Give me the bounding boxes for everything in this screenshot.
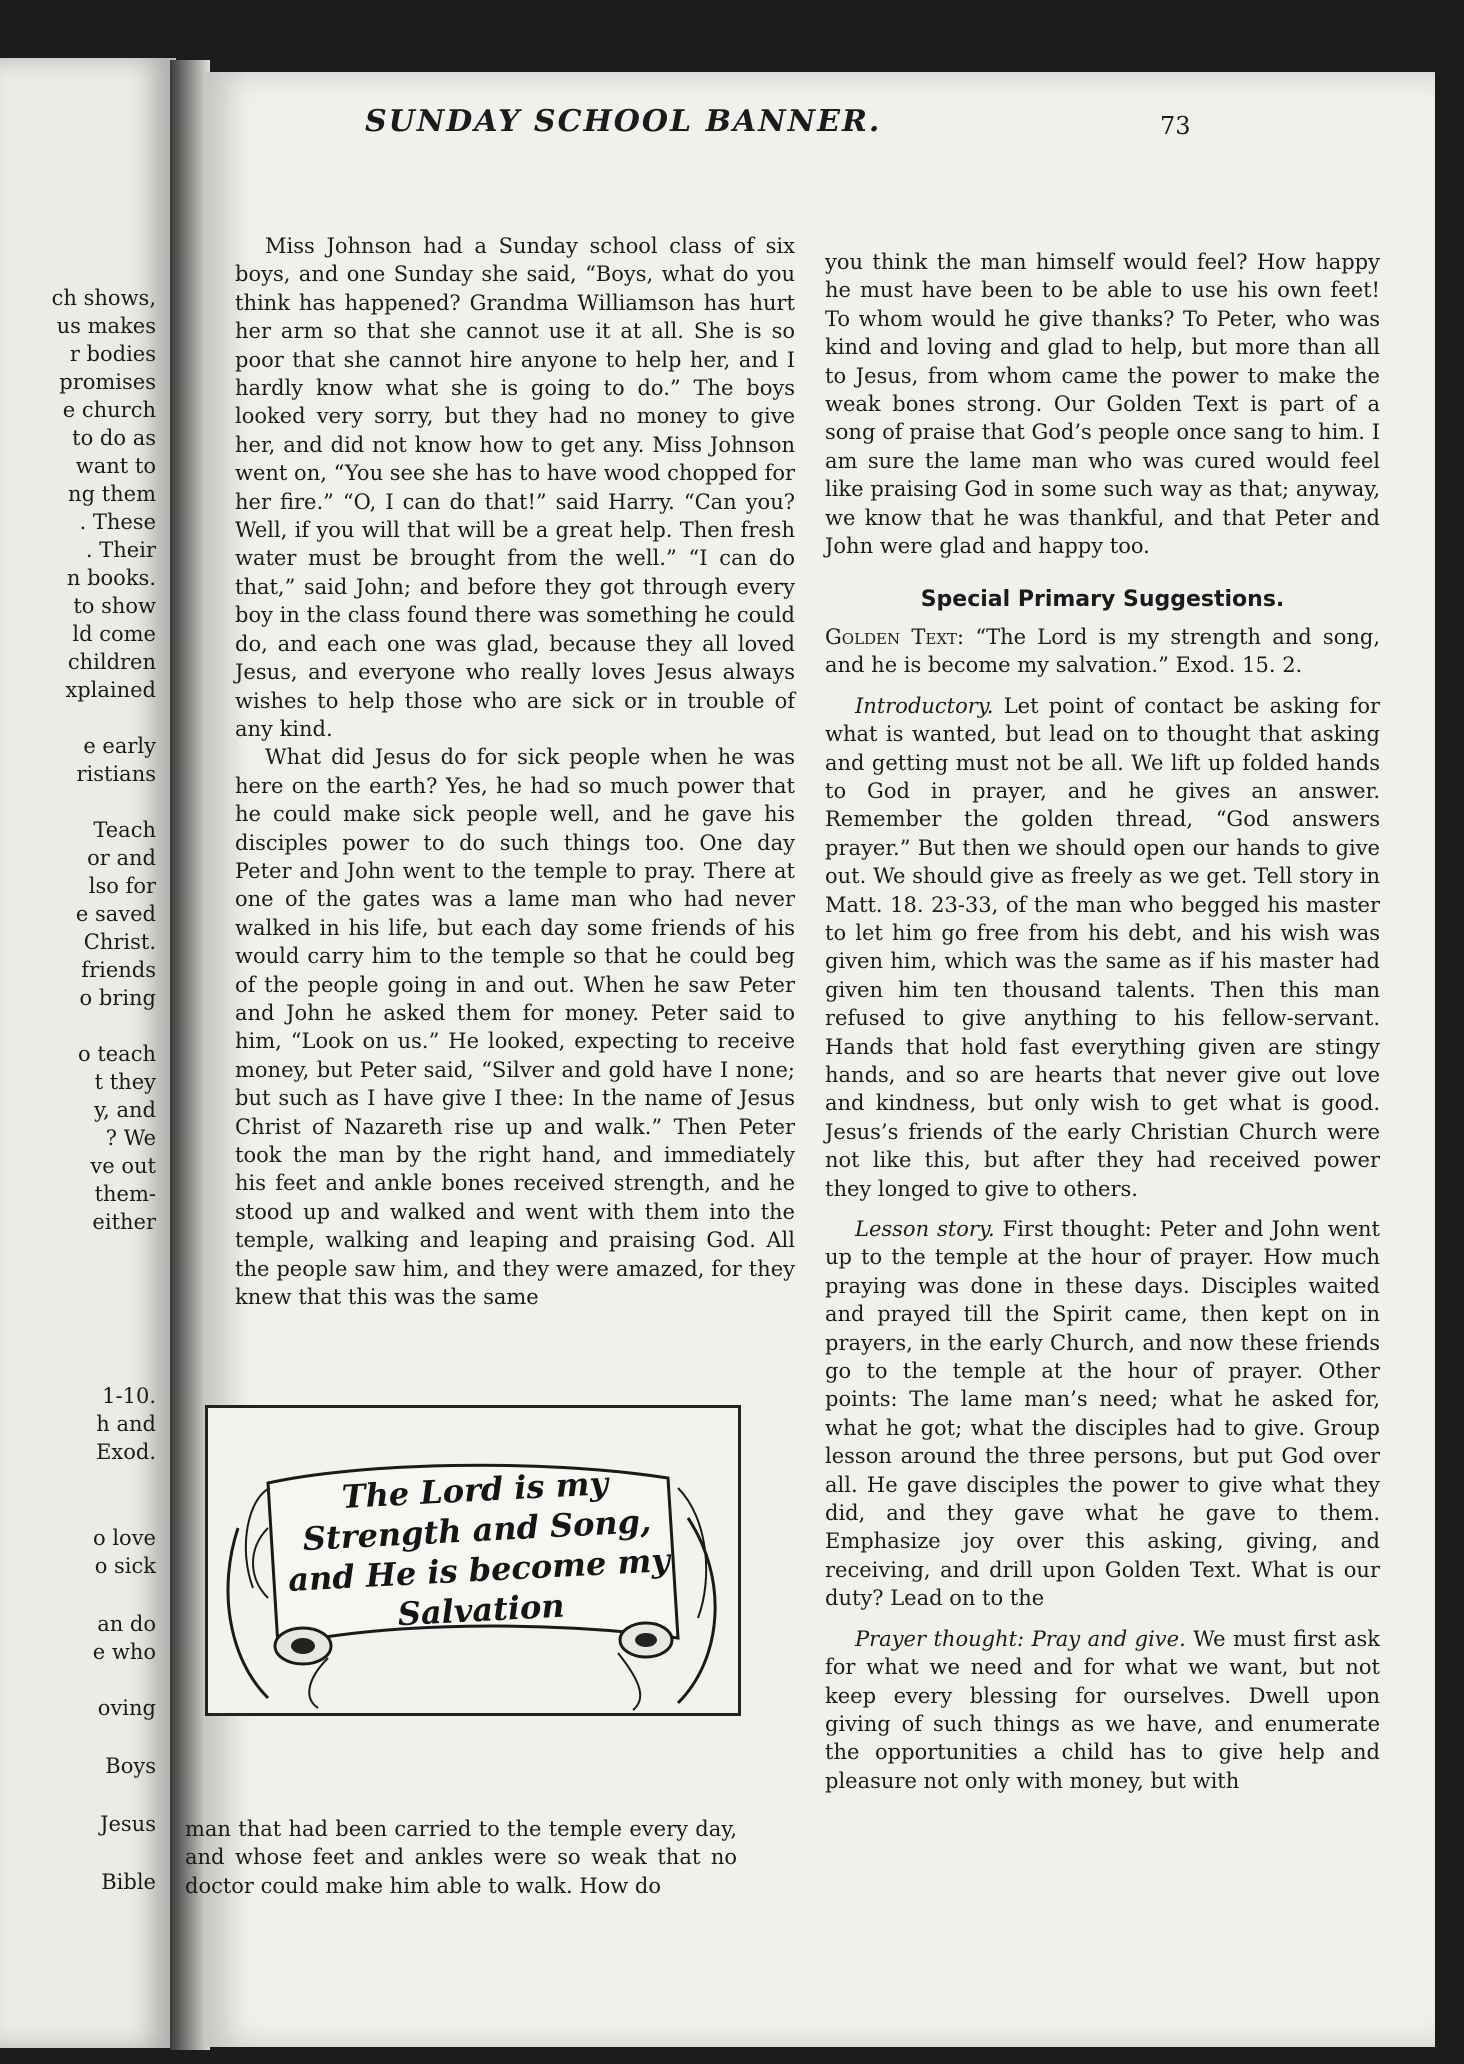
facing-page-line: e early	[83, 734, 156, 758]
lesson-story-label: Lesson story.	[855, 1217, 995, 1241]
facing-page-line: . These	[79, 510, 156, 534]
facing-page-line: lso for	[88, 874, 156, 898]
facing-page-line: ve out	[90, 1154, 156, 1178]
section-heading: Special Primary Suggestions.	[920, 587, 1285, 613]
facing-page-line: ch shows,	[51, 286, 156, 310]
facing-page-line: Boys	[105, 1754, 156, 1778]
facing-page-line: r bodies	[69, 342, 156, 366]
paragraph-class-story: Miss Johnson had a Sunday school class of six boys, and one Sunday she said, “Boys, what do you think has happened? Grandma Williamson has hurt her arm so that she cannot use it at all. She is so poor that she cannot hire anyone to help her, and I hardly know what she is going to do.” The boys looked very sorry, but they had no money to give her, and did not know how to get any. Miss Johnson went on, “You see she has to have wood chopped for her fire.” “O, I can do that!” said Harry. “Can you? Well, if you will that will be a great help. Then fresh water must be brought from the well.” “I can do that,” said John; and before they got through every boy in the class found there was something he could do, and each one was glad, because they all loved Jesus, and everyone who really loves Jesus always wishes to help those who are sick or in trouble of any kind.	[235, 234, 795, 741]
facing-page-line: h and	[96, 1412, 156, 1436]
prayer-thought-text: We must first ask for what we need and for what we want, but not keep every blessing for ourselves. Dwell upon giving of such things as we have, and enumerate the opportunities a child has to give help and pleasure not only with money, but with	[825, 1626, 1380, 1793]
facing-page-line: o teach	[78, 1042, 156, 1066]
introductory-paragraph	[825, 692, 1380, 1203]
facing-page-line: want to	[75, 454, 156, 478]
facing-page-line: to show	[73, 594, 156, 618]
facing-page-line: them-	[94, 1182, 156, 1206]
page-number: 73	[1160, 112, 1191, 140]
facing-page-line: to do as	[72, 426, 156, 450]
facing-page-line: Bible	[101, 1870, 156, 1894]
prayer-thought-label: Prayer thought: Pray and give.	[855, 1626, 1186, 1651]
facing-page-line: oving	[97, 1696, 156, 1720]
introductory-label: Introductory.	[855, 693, 994, 718]
lesson-story-paragraph	[825, 1215, 1380, 1613]
prayer-thought-paragraph	[825, 1625, 1380, 1795]
facing-page-line: Christ.	[83, 930, 156, 954]
facing-page-line: an do	[97, 1612, 156, 1636]
facing-page-line: xplained	[65, 678, 156, 702]
facing-page-line: or and	[87, 846, 156, 870]
running-head: SUNDAY SCHOOL BANNER.	[365, 104, 882, 139]
facing-page-line: us makes	[56, 314, 156, 338]
paragraph-lame-man: What did Jesus do for sick people when he was here on the earth? Yes, he had so much power that he could make sick people well, and he gave his disciples power to do such things too. One day Peter and John went to the temple to pray. There at one of the gates was a lame man who had never walked in his life, but each day some friends of his would carry him to the temple so that he could beg of the people going in and out. When he saw Peter and John he asked them for money. Peter said to him, “Look on us.” He looked, expecting to receive money, but Peter said, “Silver and gold have I none; but such as I have give I thee: In the name of Jesus Christ of Nazareth rise up and walk.” Then Peter took the man by the right hand, and immediately his feet and ankle bones received strength, and he stood up and walked and went with them into the temple, walking and leaping and praising God. All the people saw him, and they were amazed, for they knew that this was the same	[235, 745, 795, 1310]
facing-page-line: ng them	[68, 482, 156, 506]
paragraph-continuation: man that had been carried to the temple every day, and whose feet and ankles were so weak that no doctor could make him able to walk. How do	[185, 1817, 737, 1898]
scroll-inscription: The Lord is my Strength and Song, and He is become my Salvation	[287, 1464, 671, 1634]
left-column	[235, 232, 795, 1311]
facing-page-line: friends	[81, 958, 156, 982]
paragraph-thanks: you think the man himself would feel? How happy he must have been to be able to use his own feet! To whom would he give thanks? To Peter, who was kind and loving and glad to help, but more than all to Jesus, from whom came the power to make the weak bones strong. Our Golden Text is part of a song of praise that God’s people once sang to him. I am sure the lame man who was cured would feel like praising God in some such way as that; anyway, we know that he was thankful, and that Peter and John were glad and happy too.	[825, 250, 1380, 559]
right-column	[825, 248, 1380, 1795]
facing-page-line: either	[92, 1210, 156, 1234]
facing-page-line: e church	[62, 398, 156, 422]
left-column-continued	[185, 1815, 737, 1900]
facing-page-line: . Their	[85, 538, 156, 562]
lesson-story-text: First thought: Peter and John went up to the temple at the hour of prayer. How much praying was done in these days. Disciples waited and prayed till the Spirit came, then kept on in prayers, in the early Church, and now these friends go to the temple at the hour of prayer. Other points: The lame man’s need; what he asked for, what he got; what the disciples had to give. Group lesson around the three persons, but put God over all. He gave disciples the power to give what they did, and they gave what he gave to them. Emphasize joy over this asking, giving, and receiving, and drill upon Golden Text. What is our duty? Lead on to the	[825, 1217, 1380, 1611]
facing-page-line: promises	[59, 370, 156, 394]
facing-page-line: o love	[93, 1526, 156, 1550]
facing-page-line: ld come	[72, 622, 156, 646]
facing-page-line: Exod.	[96, 1440, 156, 1464]
facing-page-line: o bring	[79, 986, 156, 1010]
facing-page-line: t they	[94, 1070, 156, 1094]
facing-page-line: y, and	[94, 1098, 156, 1122]
facing-page-line: 1-10.	[102, 1384, 156, 1408]
golden-text-label: Golden Text	[825, 624, 958, 649]
facing-page-line: n books.	[66, 566, 156, 590]
book-gutter	[170, 60, 210, 2050]
introductory-text: Let point of contact be asking for what is wanted, but lead on to thought that asking and getting must not be all. We lift up folded hands to God in prayer, and he gives an answer. Remember the golden thread, “God answers prayer.” But then we should open our hands to give out. We should give as freely as we get. Tell story in Matt. 18. 23-33, of the man who begged his master to let him go free from his debt, and his wish was given him, which was the same as if his master had given him ten thousand talents. Then this man refused to give anything to his fellow-servant. Hands that hold fast everything given are stingy hands, and so are hearts that never give out love and kindness, but only wish to get what is good. Jesus’s friends of the early Christian Church were not like this, but after they had received power they longed to give to others.	[825, 693, 1380, 1201]
golden-text-paragraph	[825, 623, 1380, 680]
golden-text-verse: : “The Lord is my strength and song, and he is become my salvation.” Exod. 15. 2.	[825, 624, 1380, 678]
facing-page-line: ristians	[76, 762, 156, 786]
facing-page-line: Teach	[93, 818, 156, 842]
facing-page-line: o sick	[94, 1554, 156, 1578]
golden-text-illustration	[205, 1405, 741, 1716]
facing-page-line: e who	[92, 1640, 156, 1664]
facing-page-line: Jesus	[100, 1812, 156, 1836]
facing-page-fragment	[0, 58, 176, 2048]
facing-page-line: ? We	[105, 1126, 156, 1150]
facing-page-line: e saved	[75, 902, 156, 926]
facing-page-line: children	[67, 650, 156, 674]
